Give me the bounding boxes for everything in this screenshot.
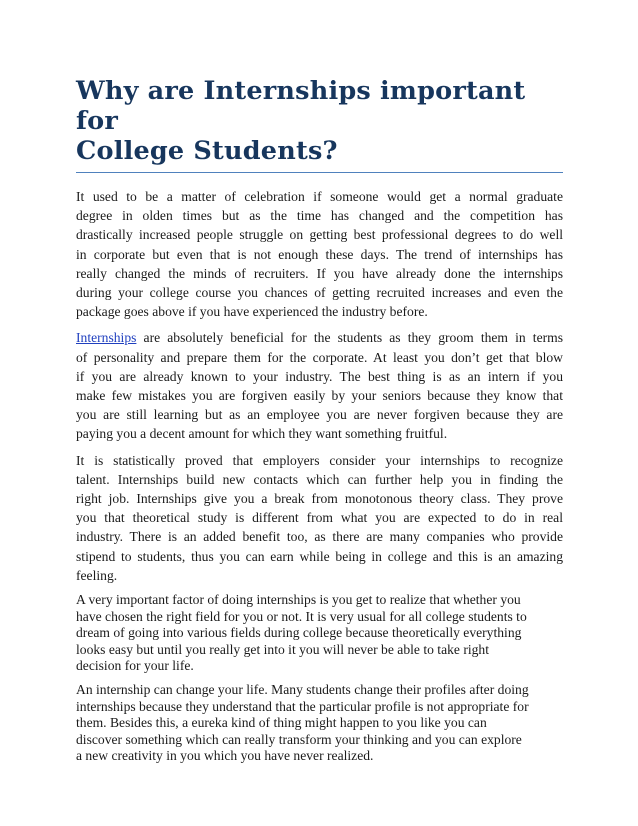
text-line: really changed the minds of recruiters. If you have already done the internships bbox=[76, 265, 563, 281]
title-line: College Students? bbox=[76, 136, 338, 166]
text-line: degree in olden times but as the time has changed and the competition has bbox=[76, 208, 563, 224]
text-line: a new creativity in you which you have never realized. bbox=[76, 748, 374, 764]
text-line: dream of going into various fields during college because theoretically everything bbox=[76, 625, 522, 641]
text-line: A very important factor of doing internships is you get to realize that whether you bbox=[76, 592, 521, 608]
paragraph-5 bbox=[76, 682, 563, 765]
text-line: industry. There is an added benefit too, as there are many companies who provide bbox=[76, 529, 563, 545]
text-line: feeling. bbox=[76, 567, 118, 583]
text-span: are absolutely beneficial for the students as they groom them in terms bbox=[136, 330, 563, 346]
text-line: of personality and prepare them for the corporate. At least you don’t get that blow bbox=[76, 349, 563, 365]
text-line: you are still learning but as an employee you are never forgiven because they are bbox=[76, 407, 563, 423]
text-line: It is statistically proved that employers consider your internships to recognize bbox=[76, 452, 563, 468]
text-line: during your college course you chances of getting recruited increases and even the bbox=[76, 285, 563, 301]
paragraph-1 bbox=[76, 187, 563, 321]
text-line bbox=[76, 328, 563, 347]
text-line: looks easy but until you really get into it you will never be able to take right bbox=[76, 641, 490, 657]
page-title bbox=[76, 76, 563, 166]
text-line: if you are already known to your industry. The best thing is as an intern if you bbox=[76, 368, 563, 384]
text-line: internships because they understand that the particular profile is not appropriate for bbox=[76, 698, 529, 714]
title-line: Why are Internships important for bbox=[76, 76, 526, 136]
text-line: them. Besides this, a eureka kind of thing might happen to you like you can bbox=[76, 715, 487, 731]
text-line: in corporate but even that is not enough these days. The trend of internships has bbox=[76, 246, 563, 262]
text-line: stipend to students, thus you can earn while being in college and this is an amazing bbox=[76, 548, 563, 564]
text-line: paying you a decent amount for which they want something fruitful. bbox=[76, 426, 448, 442]
title-divider bbox=[76, 172, 563, 173]
paragraph-2 bbox=[76, 328, 563, 443]
paragraph-4 bbox=[76, 592, 563, 675]
text-line: package goes above if you have experienced the industry before. bbox=[76, 304, 428, 320]
internships-link[interactable]: Internships bbox=[76, 330, 137, 346]
text-line: talent. Internships build new contacts which can further help you in finding the bbox=[76, 471, 563, 487]
text-line: It used to be a matter of celebration if someone would get a normal graduate bbox=[76, 189, 563, 204]
text-line: discover something which can really transform your thinking and you can explore bbox=[76, 731, 522, 747]
text-line: you that theoretical study is different from what you are expected to do in real bbox=[76, 510, 563, 526]
document-page bbox=[76, 76, 563, 772]
text-line: An internship can change your life. Many students change their profiles after doing bbox=[76, 682, 529, 698]
paragraph-3 bbox=[76, 451, 563, 585]
text-line: make few mistakes you are forgiven easily by your seniors because they know that bbox=[76, 388, 563, 404]
text-line: have chosen the right field for you or not. It is very usual for all college students to bbox=[76, 608, 527, 624]
text-line: right job. Internships give you a break from monotonous theory class. They prove bbox=[76, 491, 563, 507]
text-line: drastically increased people struggle on getting best professional degrees to do well bbox=[76, 227, 563, 243]
text-line: decision for your life. bbox=[76, 658, 194, 674]
